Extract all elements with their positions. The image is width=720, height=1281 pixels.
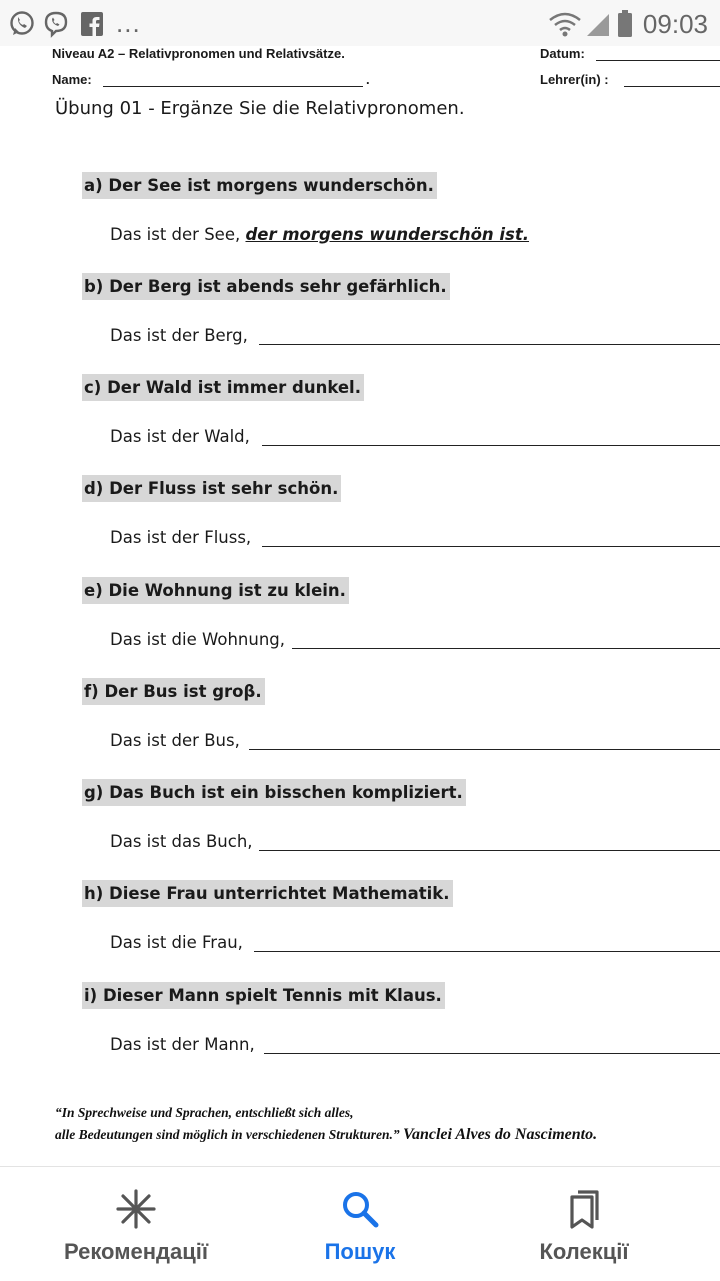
nav-collections[interactable] [464, 1167, 704, 1281]
exercise-prompt-a: a) Der See ist morgens wunderschön. [82, 172, 437, 199]
worksheet-level: Niveau A2 – Relativpronomen und Relativsätze. [52, 46, 345, 61]
nav-label-recommendations: Рекомендації [63, 1239, 209, 1264]
exercise-answer-c: Das ist der Wald, [110, 427, 250, 446]
answer-blank-f [249, 749, 720, 750]
exercise-prompt-c: c) Der Wald ist immer dunkel. [82, 374, 364, 401]
name-line [103, 86, 363, 87]
answer-blank-i [264, 1053, 720, 1054]
more-notifications-indicator: ... [116, 8, 141, 38]
exercise-prompt-e: e) Die Wohnung ist zu klein. [82, 577, 349, 604]
name-dot: . [366, 72, 370, 87]
name-label: Name: [52, 72, 92, 87]
quote-author: Vanclei Alves do Nascimento. [403, 1126, 598, 1143]
nav-search[interactable] [240, 1167, 480, 1281]
exercise-answer-a [110, 225, 529, 244]
exercise-answer-d: Das ist der Fluss, [110, 528, 252, 547]
exercise-answer-g: Das ist das Buch, [110, 832, 253, 851]
exercise-answer-e: Das ist die Wohnung, [110, 630, 285, 649]
battery-icon [617, 10, 633, 38]
wifi-icon [548, 12, 582, 38]
answer-blank-c [262, 445, 720, 446]
date-line [596, 60, 720, 61]
exercise-answer-h: Das ist die Frau, [110, 933, 243, 952]
status-bar [0, 0, 720, 46]
exercise-answer-f: Das ist der Bus, [110, 731, 240, 750]
facebook-icon [80, 10, 104, 38]
clock: 09:03 [642, 9, 708, 39]
answer-start: Das ist der See, [110, 225, 246, 244]
exercise-prompt-i: i) Dieser Mann spielt Tennis mit Klaus. [82, 982, 445, 1009]
exercise-title: Übung 01 - Ergänze Sie die Relativpronomen. [55, 98, 465, 119]
quote-text: alle Bedeutungen sind möglich in verschiedenen Strukturen.” [55, 1127, 400, 1142]
teacher-label: Lehrer(in) : [540, 72, 609, 87]
teacher-line [624, 86, 720, 87]
nav-label-search: Пошук [324, 1239, 396, 1264]
answer-blank-e [292, 648, 720, 649]
whatsapp-icon [8, 10, 36, 38]
collections-icon [562, 1187, 606, 1231]
worksheet-image [0, 46, 720, 1166]
answer-blank-b [259, 344, 720, 345]
sparkle-icon [114, 1187, 158, 1231]
exercise-prompt-g: g) Das Buch ist ein bisschen kompliziert. [82, 779, 466, 806]
search-icon [338, 1187, 382, 1231]
nav-label-collections: Колекції [539, 1239, 629, 1264]
answer-filled: der morgens wunderschön ist. [245, 225, 530, 244]
viber-icon [42, 10, 70, 38]
exercise-prompt-h: h) Diese Frau unterrichtet Mathematik. [82, 880, 453, 907]
signal-icon [585, 12, 611, 38]
exercise-prompt-d: d) Der Fluss ist sehr schön. [82, 475, 341, 502]
nav-recommendations[interactable] [16, 1167, 256, 1281]
answer-blank-h [254, 951, 720, 952]
bottom-navigation [0, 1166, 720, 1281]
quote-line-1: “In Sprechweise und Sprachen, entschließt sich alles, [55, 1105, 354, 1120]
exercise-answer-b: Das ist der Berg, [110, 326, 248, 345]
quote-line-2 [55, 1126, 597, 1144]
answer-blank-d [262, 546, 720, 547]
exercise-prompt-b: b) Der Berg ist abends sehr gefärhlich. [82, 273, 450, 300]
date-label: Datum: [540, 46, 585, 61]
answer-blank-g [259, 850, 720, 851]
exercise-prompt-f: f) Der Bus ist groβ. [82, 678, 265, 705]
exercise-answer-i: Das ist der Mann, [110, 1035, 255, 1054]
